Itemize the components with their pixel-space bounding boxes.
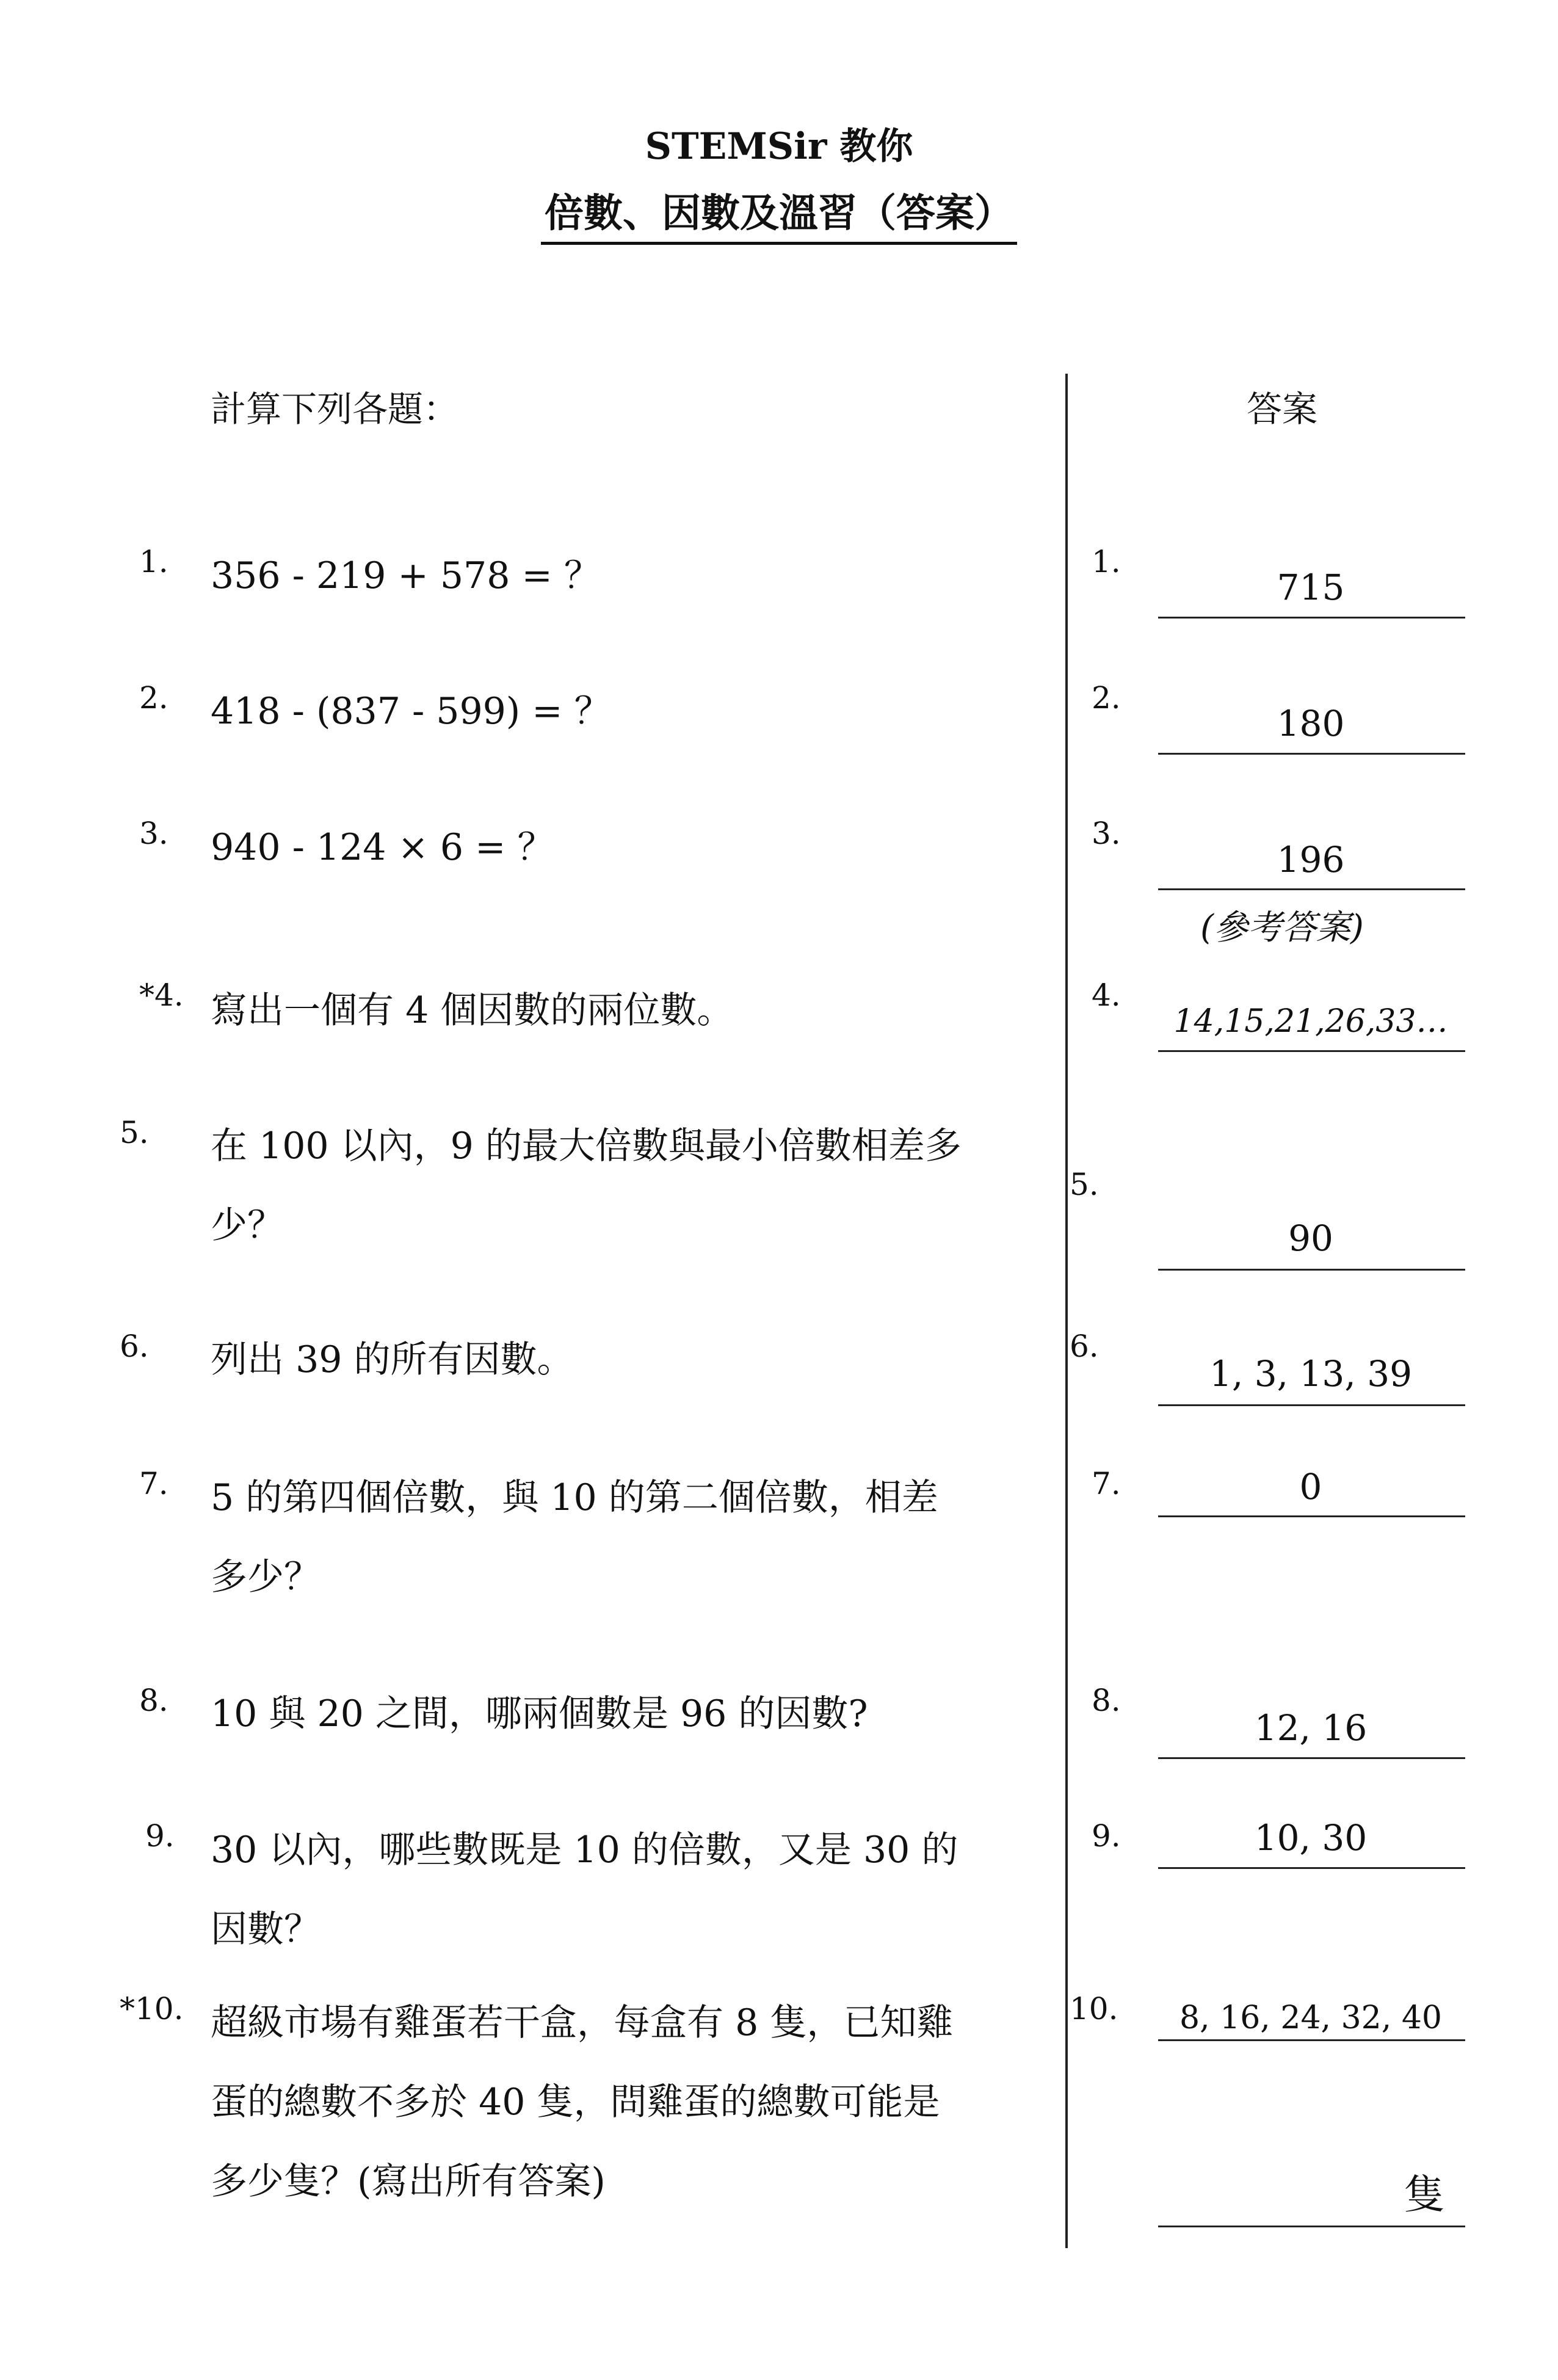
reference-answer-note: (參考答案) [1200, 908, 1364, 948]
answer-line-10 [1158, 2039, 1465, 2041]
question-number-2: 2. [139, 680, 168, 716]
question-number-10: *10. [120, 1991, 184, 2026]
question-text-10-line-3: 多少隻？(寫出所有答案) [211, 2160, 606, 2203]
question-number-7: 7. [139, 1466, 168, 1501]
question-number-5: 5. [120, 1115, 149, 1150]
answer-line-4 [1158, 1050, 1465, 1052]
answer-value-6: 1, 3, 13, 39 [1209, 1353, 1413, 1395]
answer-line-8 [1158, 1757, 1465, 1759]
question-number-6: 6. [120, 1329, 149, 1364]
answer-number-5: 5. [1070, 1167, 1099, 1202]
answer-line-9 [1158, 1867, 1465, 1869]
question-number-3: 3. [139, 816, 168, 851]
question-text-5-line-2: 少？ [211, 1204, 284, 1247]
answer-line-6 [1158, 1404, 1465, 1406]
question-text-4: 寫出一個有 4 個因數的兩位數。 [211, 989, 734, 1032]
question-text-1: 356 - 219 + 578 = ？ [211, 554, 601, 597]
question-number-4: *4. [139, 978, 184, 1013]
answer-value-1: 715 [1277, 567, 1345, 608]
instruction: 計算下列各題： [211, 388, 459, 430]
question-text-7-line-2: 多少？ [211, 1556, 321, 1598]
answers-heading: 答案 [1246, 388, 1317, 430]
answer-number-6: 6. [1070, 1329, 1099, 1364]
answer-value-3: 196 [1277, 839, 1345, 880]
question-number-9: 9. [145, 1818, 175, 1854]
answer-line-10-unit [1158, 2226, 1465, 2227]
answer-line-5 [1158, 1269, 1465, 1271]
answer-line-2 [1158, 753, 1465, 755]
question-text-9-line-2: 因數？ [211, 1908, 321, 1951]
answer-number-7: 7. [1092, 1466, 1121, 1501]
answer-line-1 [1158, 617, 1465, 619]
question-text-5-line-1: 在 100 以內，9 的最大倍數與最小倍數相差多 [211, 1125, 962, 1167]
question-text-6: 列出 39 的所有因數。 [211, 1338, 574, 1381]
answer-value-7: 0 [1299, 1466, 1322, 1507]
question-text-10-line-1: 超級市場有雞蛋若干盒，每盒有 8 隻，已知雞 [211, 2001, 954, 2044]
question-text-2: 418 - (837 - 599) = ？ [211, 690, 611, 733]
answer-number-1: 1. [1092, 544, 1121, 579]
answer-line-3 [1158, 888, 1465, 890]
brand-heading: STEMSir 教你 [645, 125, 913, 168]
answer-number-2: 2. [1092, 680, 1121, 716]
page-title [0, 188, 1558, 245]
answer-number-9: 9. [1092, 1818, 1121, 1854]
column-divider [1065, 374, 1068, 2248]
question-text-8: 10 與 20 之間，哪兩個數是 96 的因數? [211, 1692, 868, 1735]
answer-number-8: 8. [1092, 1683, 1121, 1718]
question-text-10-line-2: 蛋的總數不多於 40 隻，問雞蛋的總數可能是 [211, 2081, 940, 2124]
answer-line-7 [1158, 1515, 1465, 1517]
question-text-7-line-1: 5 的第四個倍數，與 10 的第二個倍數，相差 [211, 1476, 938, 1519]
answer-value-10: 8, 16, 24, 32, 40 [1179, 2000, 1442, 2036]
answer-value-4: 14,15,21,26,33… [1173, 1003, 1448, 1040]
answer-value-2: 180 [1277, 703, 1345, 744]
page-title-text: 倍數、因數及溫習（答案） [541, 188, 1017, 245]
answer-number-10: 10. [1070, 1991, 1118, 2026]
answer-number-4: 4. [1092, 978, 1121, 1013]
question-number-1: 1. [139, 544, 168, 579]
answer-10-unit: 隻 [1404, 2171, 1444, 2218]
answer-value-8: 12, 16 [1254, 1707, 1368, 1749]
answer-value-9: 10, 30 [1254, 1817, 1368, 1859]
answer-number-3: 3. [1092, 816, 1121, 851]
question-number-8: 8. [139, 1683, 168, 1718]
question-text-9-line-1: 30 以內，哪些數既是 10 的倍數，又是 30 的 [211, 1829, 958, 1871]
answer-value-5: 90 [1288, 1217, 1333, 1259]
question-text-3: 940 - 124 × 6 = ？ [211, 826, 554, 869]
